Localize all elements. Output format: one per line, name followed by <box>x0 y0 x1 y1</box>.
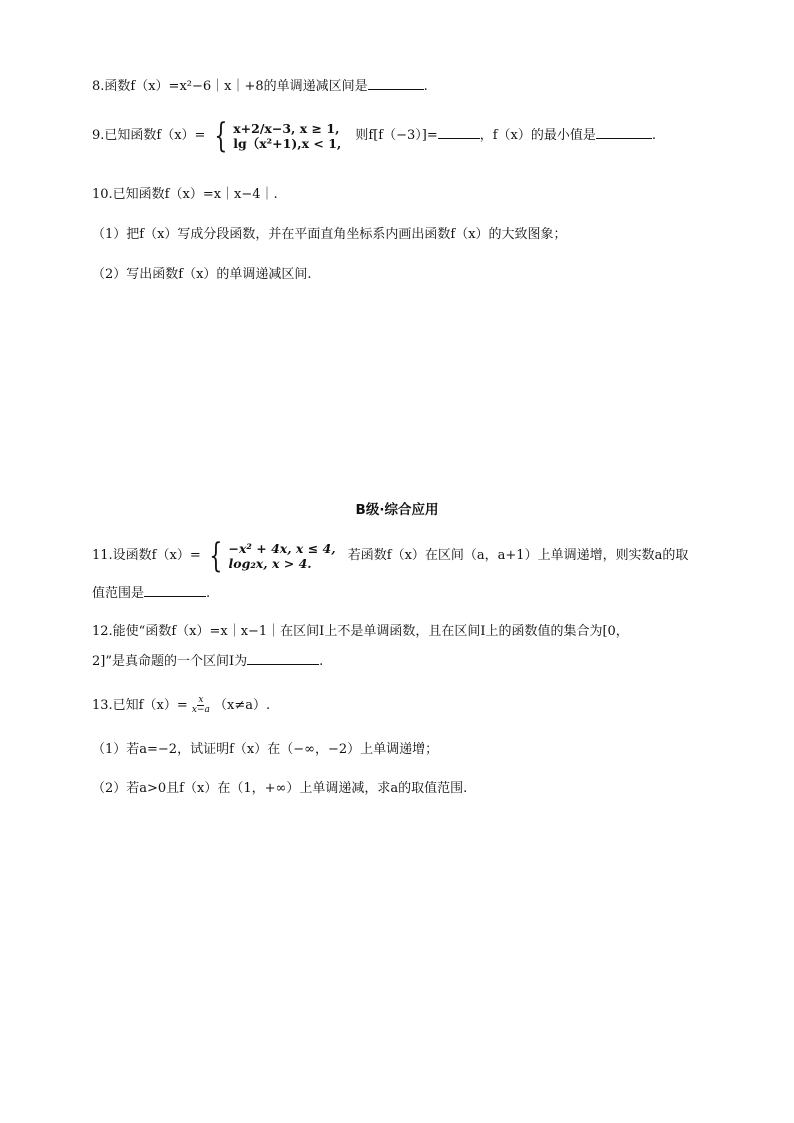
question-11-rest: 若函数f（x）在区间（a，a+1）上单调递增，则实数a的取 <box>347 548 689 563</box>
question-8-text: 8.函数f（x）=x²−6｜x｜+8的单调递减区间是 <box>92 79 368 94</box>
question-13 <box>92 694 270 718</box>
question-13-prefix: 13.已知f（x）= <box>92 698 188 713</box>
fraction-numerator: x <box>198 695 204 705</box>
fraction <box>192 696 210 715</box>
piecewise-case-1: −x² + 4x, x ≤ 4, <box>228 540 336 556</box>
question-11 <box>92 536 688 576</box>
question-8: 8.函数f（x）=x²−6｜x｜+8的单调递减区间是 . <box>92 79 428 94</box>
question-9-mid-2: ，f（x）的最小值是 <box>479 128 596 143</box>
question-11-line-2: 值范围是 . <box>92 586 211 601</box>
question-10-part-2: （2）写出函数f（x）的单调递减区间. <box>92 267 312 282</box>
question-9-prefix: 9.已知函数f（x）= <box>92 128 206 143</box>
question-13-part-2: （2）若a>0且f（x）在（1，+∞）上单调递减，求a的取值范围. <box>92 781 468 796</box>
question-12-line-2: 2]”是真命题的一个区间I为 . <box>92 654 324 669</box>
section-title: B级·综合应用 <box>355 502 439 518</box>
answer-blank[interactable] <box>368 77 424 90</box>
piecewise-function <box>210 115 342 156</box>
question-12-line-1: 12.能使“函数f（x）=x｜x−1｜在区间I上不是单调函数，且在区间I上的函数值的集合为[0， <box>92 624 629 639</box>
answer-blank[interactable] <box>144 584 206 597</box>
question-10-part-1: （1）把f（x）写成分段函数，并在平面直角坐标系内画出函数f（x）的大致图象； <box>92 227 567 242</box>
piecewise-case-2: lg（x²+1),x < 1, <box>233 135 342 151</box>
question-13-part-1: （1）若a=−2，试证明f（x）在（−∞，−2）上单调递增； <box>92 742 439 757</box>
piecewise-function <box>205 535 336 576</box>
piecewise-case-1: x+2/x−3, x ≥ 1, <box>233 120 340 136</box>
fraction-denominator: x−a <box>191 705 210 715</box>
question-11-prefix: 11.设函数f（x）= <box>92 548 201 563</box>
answer-blank[interactable] <box>596 126 652 139</box>
answer-blank[interactable] <box>438 126 480 139</box>
question-13-suffix: （x≠a）. <box>213 698 271 713</box>
answer-blank[interactable] <box>247 652 319 665</box>
left-brace: { <box>209 535 223 576</box>
left-brace: { <box>213 115 227 156</box>
question-9-mid-1: 则f[f（−3）]= <box>355 128 438 143</box>
question-10: 10.已知函数f（x）=x｜x−4｜. <box>92 187 278 202</box>
piecewise-case-2: log₂x, x > 4. <box>228 555 312 571</box>
question-9: 9.已知函数f（x）= { x+2/x−3, x ≥ 1, lg（x²+1),x < 1, 则f[f（−3）]= ，f（x）的最小值是 . <box>92 115 657 156</box>
